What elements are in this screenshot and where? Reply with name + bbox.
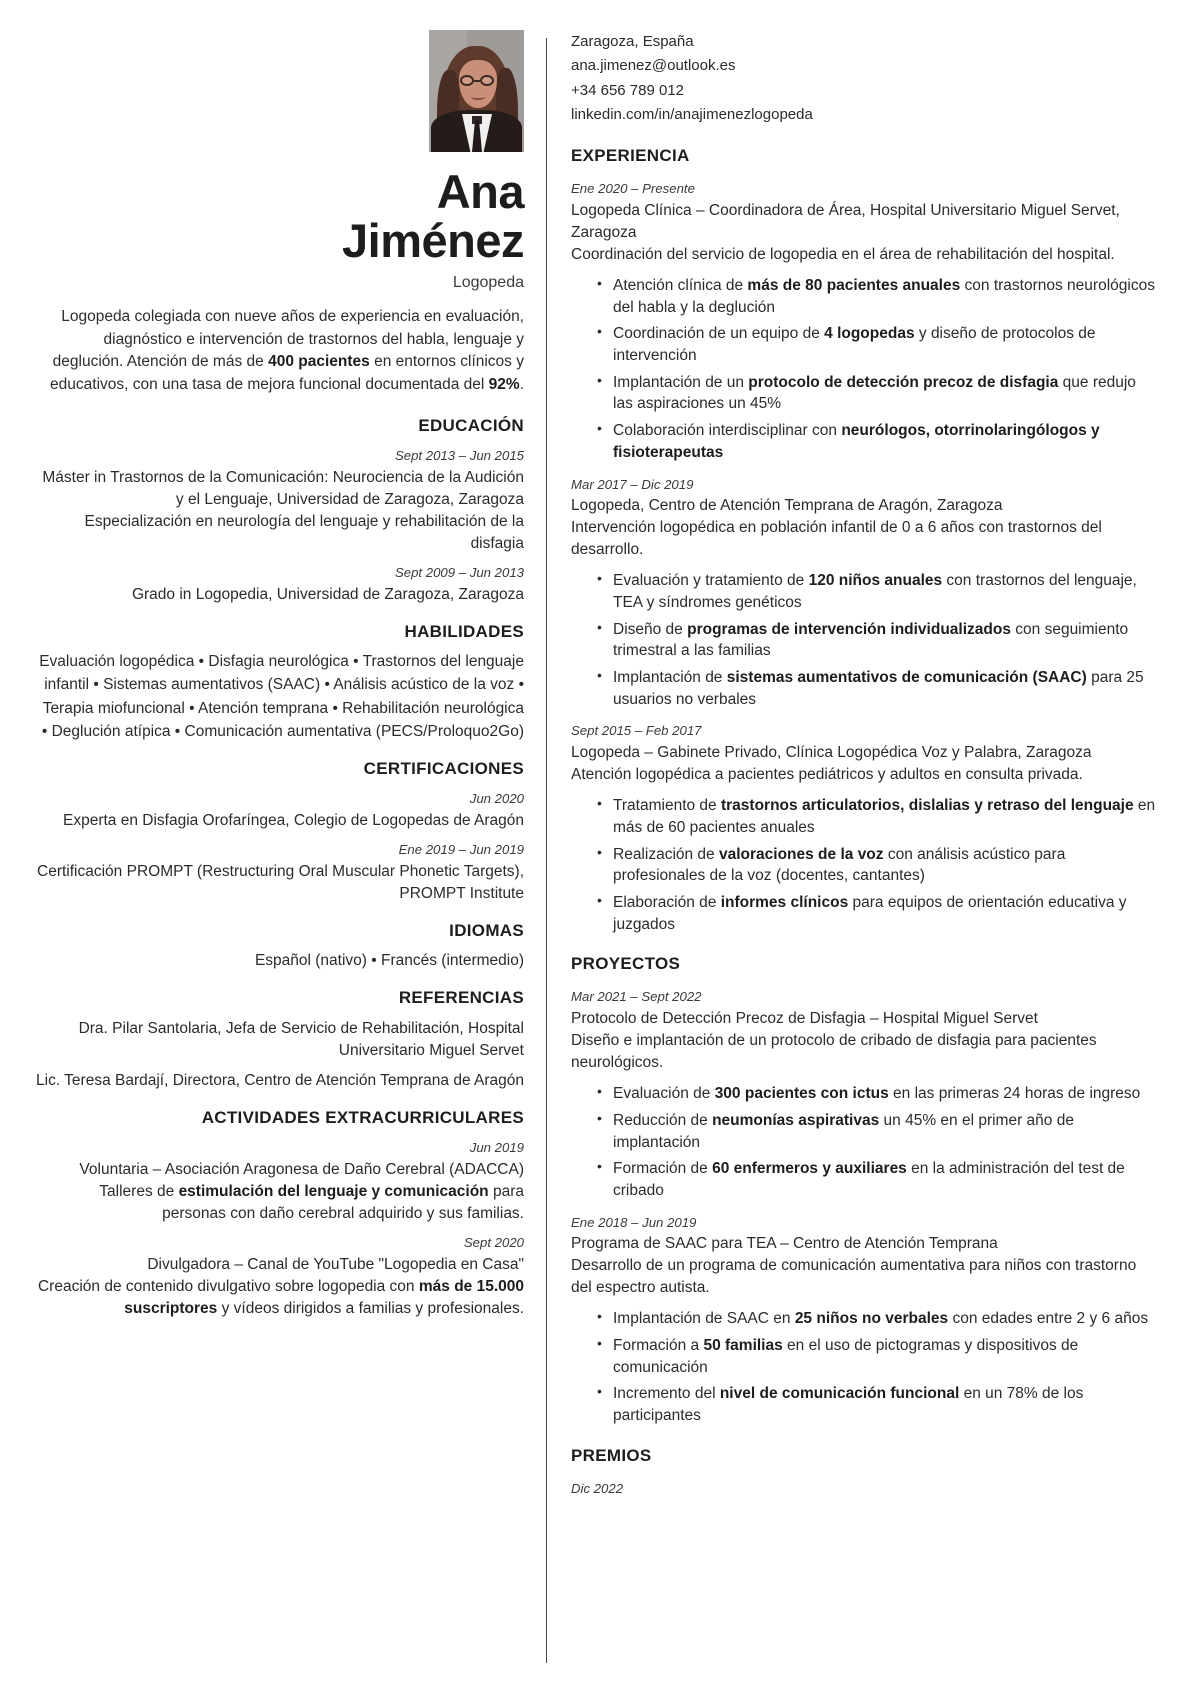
contact-email[interactable]: ana.jimenez@outlook.es [571, 57, 736, 75]
section-heading-projects: PROYECTOS [571, 954, 681, 974]
list-item: • Reducción de neumonías aspirativas un 45% en el primer año de implantación [597, 1110, 1156, 1153]
entry-date: Jun 2019 [469, 1140, 524, 1156]
section-heading-certifications: CERTIFICACIONES [363, 759, 524, 779]
entry-desc: Creación de contenido divulgativo sobre logopedia con más de 15.000 suscriptores y vídeos dirigidos a familias y profesionales. [37, 1277, 524, 1317]
entry-title: Certificación PROMPT (Restructuring Oral Muscular Phonetic Targets), PROMPT Institute [37, 862, 524, 902]
list-item: • Evaluación y tratamiento de 120 niños anuales con trastornos del lenguaje, TEA y síndromes genéticos [597, 570, 1156, 613]
entry-date: Sept 2013 – Jun 2015 [394, 448, 524, 464]
contact-phone[interactable]: +34 656 789 012 [571, 81, 685, 99]
entry-desc: Atención logopédica a pacientes pediátricos y adultos en consulta privada. [571, 766, 1083, 784]
section-heading-languages: IDIOMAS [449, 920, 524, 940]
entry-desc: Coordinación del servicio de logopedia en el área de rehabilitación del hospital. [571, 246, 1115, 264]
entry-title: Experta en Disfagia Orofaríngea, Colegio de Logopedas de Aragón [62, 811, 524, 829]
list-item: • Elaboración de informes clínicos para equipos de orientación educativa y juzgados [597, 892, 1156, 935]
certifications-list [34, 790, 524, 904]
contact-linkedin[interactable]: linkedin.com/in/anajimenezlogopeda [571, 105, 813, 123]
list-item: • Coordinación de un equipo de 4 logopedas y diseño de protocolos de intervención [597, 323, 1156, 366]
list-item: • Atención clínica de más de 80 pacientes anuales con trastornos neurológicos del habla y la deglución [597, 275, 1156, 318]
entry-date: Sept 2015 – Feb 2017 [571, 723, 702, 739]
experience-entry [571, 180, 1156, 463]
entry-title: Voluntaria – Asociación Aragonesa de Daño Cerebral (ADACCA) [79, 1161, 524, 1179]
entry-title: Logopeda – Gabinete Privado, Clínica Logopédica Voz y Palabra, Zaragoza [571, 744, 1092, 762]
extracurricular-entry [34, 1139, 524, 1225]
list-item: • Tratamiento de trastornos articulatorios, dislalias y retraso del lenguaje en más de 60 pacientes anuales [597, 795, 1156, 838]
reference-item: Dra. Pilar Santolaria, Jefa de Servicio de Rehabilitación, Hospital Universitario Miguel Servet [78, 1020, 524, 1060]
entry-title: Programa de SAAC para TEA – Centro de Atención Temprana [571, 1235, 998, 1253]
list-item: • Colaboración interdisciplinar con neurólogos, otorrinolaringólogos y fisioterapeutas [597, 420, 1156, 463]
education-entry [34, 564, 524, 606]
entry-date: Sept 2020 [463, 1235, 524, 1251]
list-item: • Incremento del nivel de comunicación funcional en un 78% de los participantes [597, 1383, 1156, 1426]
profile-photo-wrap [34, 30, 524, 152]
list-item: • Diseño de programas de intervención individualizados con seguimiento trimestral a las familias [597, 619, 1156, 662]
entry-date: Mar 2017 – Dic 2019 [571, 476, 694, 492]
section-heading-education: EDUCACIÓN [418, 416, 524, 436]
project-entry [571, 988, 1156, 1201]
project-entry [571, 1214, 1156, 1427]
summary: Logopeda colegiada con nueve años de experiencia en evaluación, diagnóstico e intervención de trastornos del habla, lenguaje y deglución. Atención de más de 400 pacientes en entornos clínicos y educativos, con una tasa de mejora funcional documentada del 92%. [50, 308, 524, 393]
entry-title: Protocolo de Detección Precoz de Disfagia – Hospital Miguel Servet [571, 1010, 1038, 1028]
entry-date: Ene 2020 – Presente [571, 181, 695, 197]
profile-photo [429, 30, 524, 152]
entry-desc: Diseño e implantación de un protocolo de cribado de disfagia para pacientes neurológicos. [571, 1032, 1097, 1072]
entry-title: Grado in Logopedia, Universidad de Zaragoza, Zaragoza [131, 585, 524, 603]
certification-entry [34, 841, 524, 905]
entry-date: Ene 2018 – Jun 2019 [571, 1214, 697, 1230]
contact-location: Zaragoza, España [571, 33, 694, 50]
entry-title: Divulgadora – Canal de YouTube "Logopedia en Casa" [147, 1255, 524, 1273]
list-item: • Implantación de sistemas aumentativos de comunicación (SAAC) para 25 usuarios no verbales [597, 667, 1156, 710]
entry-date: Dic 2022 [571, 1480, 624, 1496]
entry-date: Jun 2020 [469, 791, 524, 807]
list-item: • Implantación de un protocolo de detección precoz de disfagia que redujo las aspiraciones un 45% [597, 372, 1156, 415]
section-heading-extracurricular: ACTIVIDADES EXTRACURRICULARES [201, 1108, 524, 1128]
contact-block [571, 30, 1156, 127]
left-column [34, 30, 546, 1320]
list-item: • Implantación de SAAC en 25 niños no verbales con edades entre 2 y 6 años [597, 1308, 1156, 1330]
entry-title: Máster in Trastornos de la Comunicación: Neurociencia de la Audición y el Lenguaje, Universidad de Zaragoza, Zaragoza [42, 469, 524, 509]
entry-desc: Talleres de estimulación del lenguaje y comunicación para personas con daño cerebral adquirido y sus familias. [99, 1183, 524, 1223]
list-item: • Formación de 60 enfermeros y auxiliares en la administración del test de cribado [597, 1158, 1156, 1201]
experience-entry [571, 722, 1156, 935]
bullet-list [571, 275, 1156, 464]
section-heading-skills: HABILIDADES [404, 621, 524, 641]
section-heading-awards: PREMIOS [571, 1445, 652, 1465]
bullet-list [571, 1308, 1156, 1426]
certification-entry [34, 790, 524, 832]
extracurricular-entry [34, 1234, 524, 1320]
section-heading-experience: EXPERIENCIA [571, 146, 690, 166]
entry-desc: Especialización en neurología del lenguaje y rehabilitación de la disfagia [84, 513, 524, 553]
page-title [34, 165, 524, 267]
first-name: Ana [436, 165, 524, 218]
entry-title: Logopeda, Centro de Atención Temprana de Aragón, Zaragoza [571, 497, 1003, 515]
last-name: Jiménez [342, 213, 524, 267]
section-heading-references: REFERENCIAS [398, 988, 524, 1008]
entry-date: Ene 2019 – Jun 2019 [398, 841, 524, 857]
list-item: • Formación a 50 familias en el uso de pictogramas y dispositivos de comunicación [597, 1335, 1156, 1378]
bullet-list [571, 570, 1156, 710]
entry-date: Sept 2009 – Jun 2013 [394, 565, 524, 581]
skills-list: Evaluación logopédica • Disfagia neurológica • Trastornos del lenguaje infantil • Sistemas aumentativos (SAAC) • Análisis acústico de la voz • Terapia miofuncional • Atención temprana • Rehabilitación neurológica • Deglución atípica • Comunicación aumentativa (PECS/Proloquo2Go) [39, 653, 524, 740]
entry-date: Mar 2021 – Sept 2022 [571, 989, 702, 1005]
list-item: • Realización de valoraciones de la voz con análisis acústico para profesionales de la voz (docentes, cantantes) [597, 844, 1156, 887]
bullet-list [571, 795, 1156, 935]
right-column [547, 30, 1156, 1500]
experience-entry [571, 476, 1156, 711]
list-item: • Evaluación de 300 pacientes con ictus en las primeras 24 horas de ingreso [597, 1083, 1156, 1105]
education-entry [34, 447, 524, 555]
reference-item: Lic. Teresa Bardají, Directora, Centro de Atención Temprana de Aragón [36, 1072, 524, 1090]
bullet-list [571, 1083, 1156, 1201]
job-title: Logopeda [452, 273, 524, 291]
entry-desc: Intervención logopédica en población infantil de 0 a 6 años con trastornos del desarrollo. [571, 519, 1102, 559]
education-list [34, 447, 524, 605]
entry-title: Logopeda Clínica – Coordinadora de Área, Hospital Universitario Miguel Servet, Zaragoza [571, 202, 1120, 242]
entry-desc: Desarrollo de un programa de comunicación aumentativa para niños con trastorno del espectro autista. [571, 1257, 1137, 1297]
languages-list: Español (nativo) • Francés (intermedio) [254, 951, 524, 969]
